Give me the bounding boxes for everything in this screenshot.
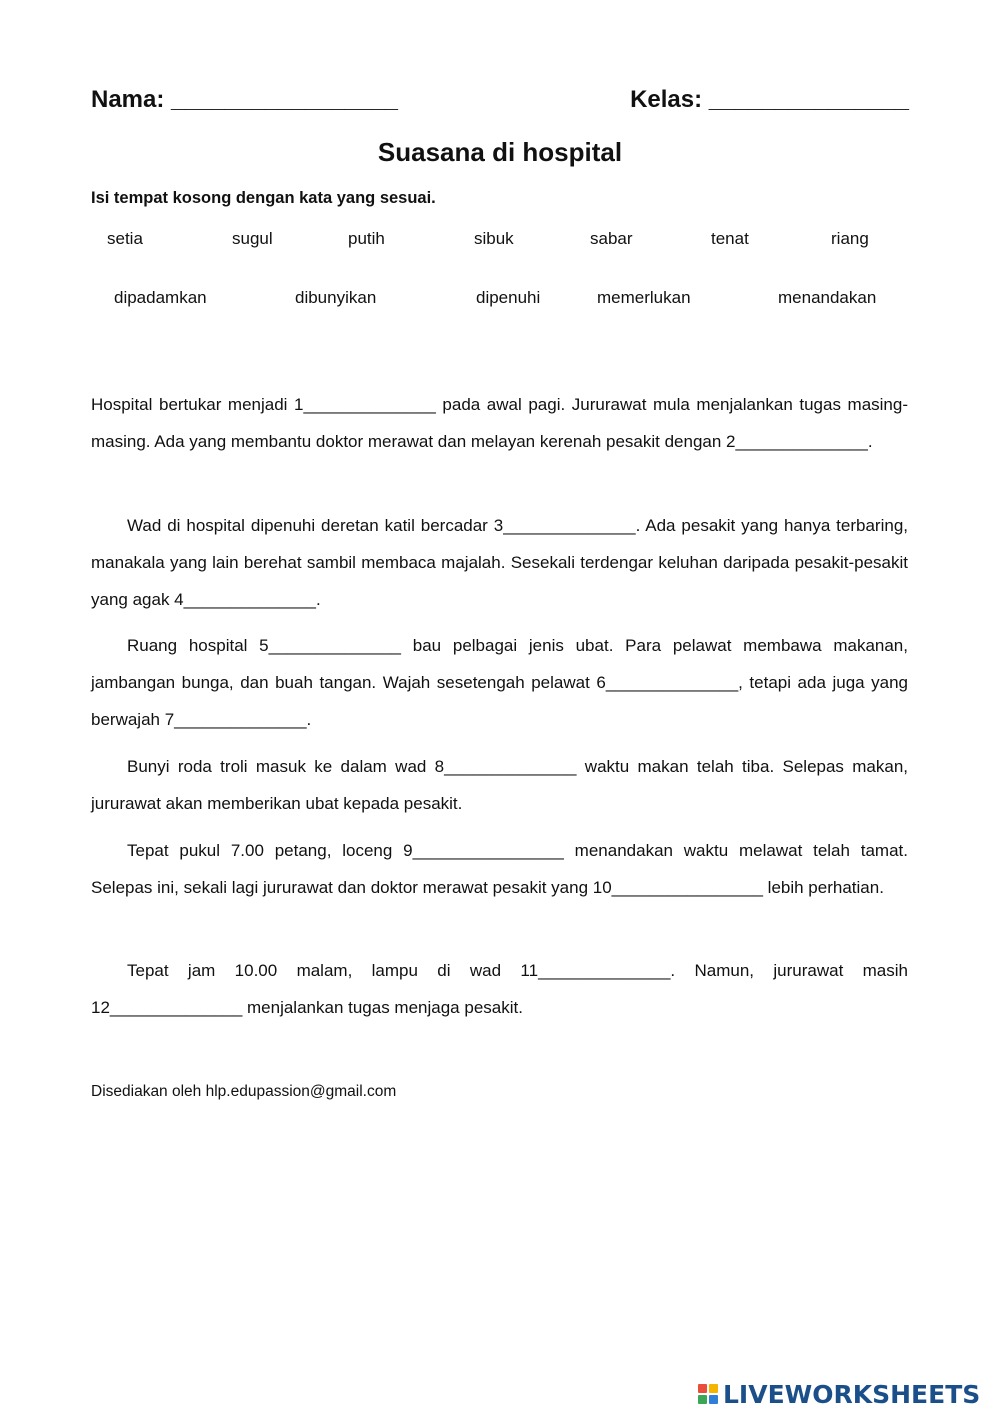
paragraph-1: Hospital bertukar menjadi 1______________ pada awal pagi. Jururawat mula menjalankan tugas masing-masing. Ada yang membantu doktor merawat dan melayan kerenah pesakit dengan 2______________.	[91, 395, 908, 451]
paragraph-6: Tepat jam 10.00 malam, lampu di wad 11______________. Namun, jururawat masih 12______________ menjalankan tugas menjaga pesakit.	[91, 961, 908, 1017]
word-bank-item: riang	[831, 229, 869, 248]
paragraph-3: Ruang hospital 5______________ bau pelbagai jenis ubat. Para pelawat membawa makanan, jambangan bunga, dan buah tangan. Wajah sesetengah pelawat 6______________, tetapi ada juga yang berwajah 7______________.	[91, 636, 908, 729]
word-bank-item: dipadamkan	[114, 288, 207, 307]
word-bank-item: tenat	[711, 229, 749, 248]
word-bank-item: sibuk	[474, 229, 514, 248]
header	[91, 86, 909, 120]
paragraph-4: Bunyi roda troli masuk ke dalam wad 8______________ waktu makan telah tiba. Selepas makan, jururawat akan memberikan ubat kepada pesakit.	[91, 757, 908, 813]
name-field[interactable]: Nama: _________________	[91, 86, 398, 113]
liveworksheets-logo[interactable]	[698, 1379, 980, 1409]
word-bank-item: dipenuhi	[476, 288, 541, 307]
word-bank-item: sugul	[232, 229, 273, 248]
word-bank-item: memerlukan	[597, 288, 691, 307]
class-field[interactable]: Kelas: _______________	[630, 86, 909, 113]
word-bank-row-2	[0, 288, 1000, 312]
word-bank-item: dibunyikan	[295, 288, 377, 307]
paragraph-5: Tepat pukul 7.00 petang, loceng 9________________ menandakan waktu melawat telah tamat. Selepas ini, sekali lagi jururawat dan doktor merawat pesakit yang 10________________ lebih perhatian.	[91, 841, 908, 897]
logo-icon	[698, 1384, 718, 1404]
page-title: Suasana di hospital	[377, 137, 623, 167]
word-bank-row-1	[0, 229, 1000, 253]
paragraph-2: Wad di hospital dipenuhi deretan katil bercadar 3______________. Ada pesakit yang hanya terbaring, manakala yang lain berehat sambil membaca majalah. Sesekali terdengar keluhan daripada pesakit-pesakit yang agak 4______________.	[91, 516, 908, 609]
word-bank-item: putih	[348, 229, 385, 248]
word-bank-item: setia	[107, 229, 143, 248]
logo-text: LIVEWORKSHEETS	[723, 1379, 981, 1409]
word-bank-item: sabar	[590, 229, 633, 248]
word-bank-item: menandakan	[778, 288, 877, 307]
footer-credit: Disediakan oleh hlp.edupassion@gmail.com	[91, 1083, 397, 1100]
instruction: Isi tempat kosong dengan kata yang sesuai.	[91, 189, 436, 207]
